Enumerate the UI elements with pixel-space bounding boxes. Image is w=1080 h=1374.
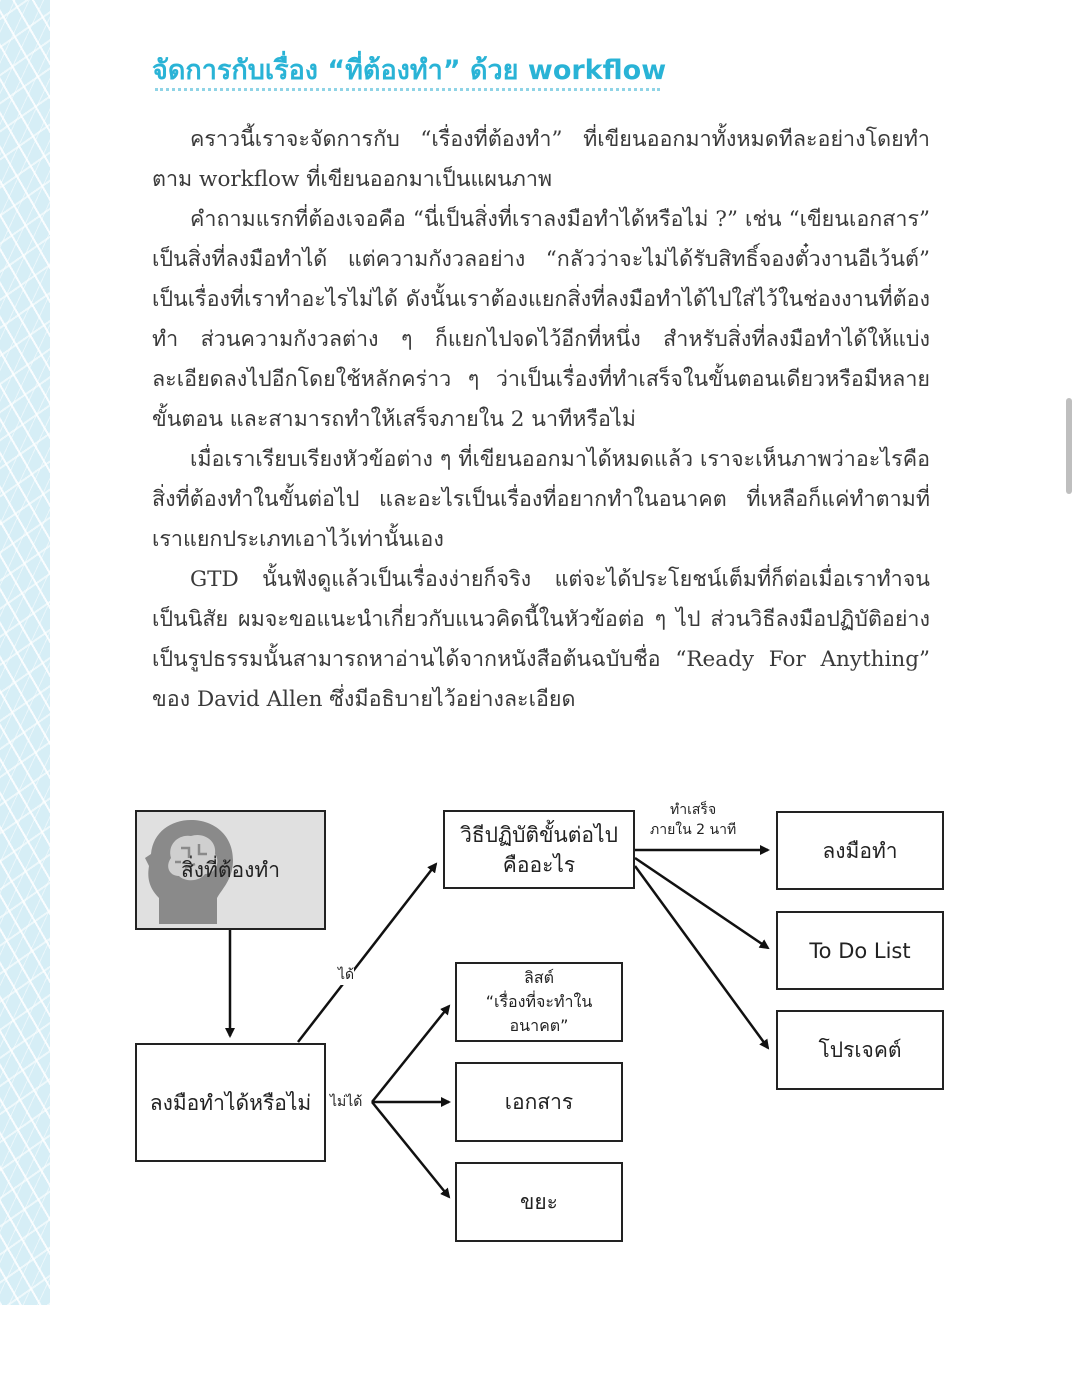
arrow-no-to-trash [372, 1102, 449, 1197]
arrow-next-action-to-project [635, 866, 768, 1048]
paragraph-2: คำถามแรกที่ต้องเจอคือ “นี่เป็นสิ่งที่เราลงมือทำได้หรือไม่ ?” เช่น “เขียนเอกสาร” เป็นสิ่งที่ลงมือทำได้ แต่ความกังวลอย่าง “กลัวว่าจะไม่ได้รับสิทธิ์จองตั๋วงานอีเว้นต์” เป็นเรื่องที่เราทำอะไรไม่ได้ ดังนั้นเราต้องแยกสิ่งที่ลงมือทำได้ไปใส่ไว้ในช่องงานที่ต้องทำ ส่วนความกังวลต่าง ๆ ก็แยกไปจดไว้อีกที่หนึ่ง สำหรับสิ่งที่ลงมือทำได้ให้แบ่งละเอียดลงไปอีกโดยใช้หลักคร่าว ๆ ว่าเป็นเรื่องที่ทำเสร็จในขั้นตอนเดียวหรือมีหลายขั้นตอน และสามารถทำให้เสร็จภายใน 2 นาทีหรือไม่ [152, 207, 930, 432]
project-box [776, 1010, 944, 1090]
vertical-scrollbar[interactable] [1066, 398, 1072, 494]
section-heading: จัดการกับเรื่อง “ที่ต้องทำ” ด้วย workflow [152, 55, 667, 86]
project-box-label: โปรเจคต์ [818, 1038, 902, 1062]
decision-box [135, 1043, 326, 1162]
paragraph-1: คราวนี้เราจะจัดการกับ “เรื่องที่ต้องทำ” ที่เขียนออกมาทั้งหมดทีละอย่างโดยทำตาม workflow ที่เขียนออกมาเป็นแผนภาพ [152, 127, 930, 192]
trash-box [455, 1162, 623, 1242]
document-box-label: เอกสาร [504, 1090, 574, 1114]
edge-label-no: ไม่ได้ [330, 1094, 363, 1110]
paragraph-4: GTD นั้นฟังดูแล้วเป็นเรื่องง่ายก็จริง แต่จะได้ประโยชน์เต็มที่ก็ต่อเมื่อเราทำจนเป็นนิสัย ผมจะขอแนะนำเกี่ยวกับแนวคิดนี้ในหัวข้อต่อ ๆ ไป ส่วนวิธีลงมือปฏิบัติอย่างเป็นรูปธรรมนั้นสามารถหาอ่านได้จากหนังสือต้นฉบับชื่อ “Ready For Anything” ของ David Allen ซึ่งมีอธิบายไว้อย่างละเอียด [152, 567, 930, 712]
edge-label-done-line1: ทำเสร็จ [670, 802, 717, 818]
start-box [135, 810, 326, 930]
todo-list-box-label: To Do List [809, 938, 911, 963]
future-list-box-title: ลิสต์ [524, 968, 554, 987]
edge-label-yes: ได้ [338, 967, 355, 983]
do-now-box [776, 811, 944, 890]
arrow-next-action-to-todo [635, 858, 768, 948]
document-box [455, 1062, 623, 1142]
decision-box-label: ลงมือทำได้หรือไม่ [149, 1090, 312, 1115]
do-now-box-label: ลงมือทำ [822, 838, 898, 863]
future-list-box-subtitle: “เรื่องที่จะทำในอนาคต” [485, 992, 593, 1035]
trash-box-label: ขยะ [520, 1190, 558, 1214]
edge-label-done-in-2-min [650, 800, 736, 840]
edge-label-done-line2: ภายใน 2 นาที [650, 822, 737, 838]
start-box-label: สิ่งที่ต้องทำ [180, 858, 281, 882]
todo-list-box [776, 911, 944, 990]
future-list-box [455, 962, 623, 1042]
next-action-box-label: วิธีปฏิบัติขั้นต่อไปคืออะไร [460, 822, 618, 877]
next-action-box [443, 810, 635, 889]
arrow-no-to-future-list [372, 1006, 449, 1102]
paragraph-3: เมื่อเราเรียบเรียงหัวข้อต่าง ๆ ที่เขียนออกมาได้หมดแล้ว เราจะเห็นภาพว่าอะไรคือสิ่งที่ต้องทำในขั้นต่อไป และอะไรเป็นเรื่องที่อยากทำในอนาคต ที่เหลือก็แค่ทำตามที่เราแยกประเภทเอาไว้เท่านั้นเอง [152, 447, 930, 552]
